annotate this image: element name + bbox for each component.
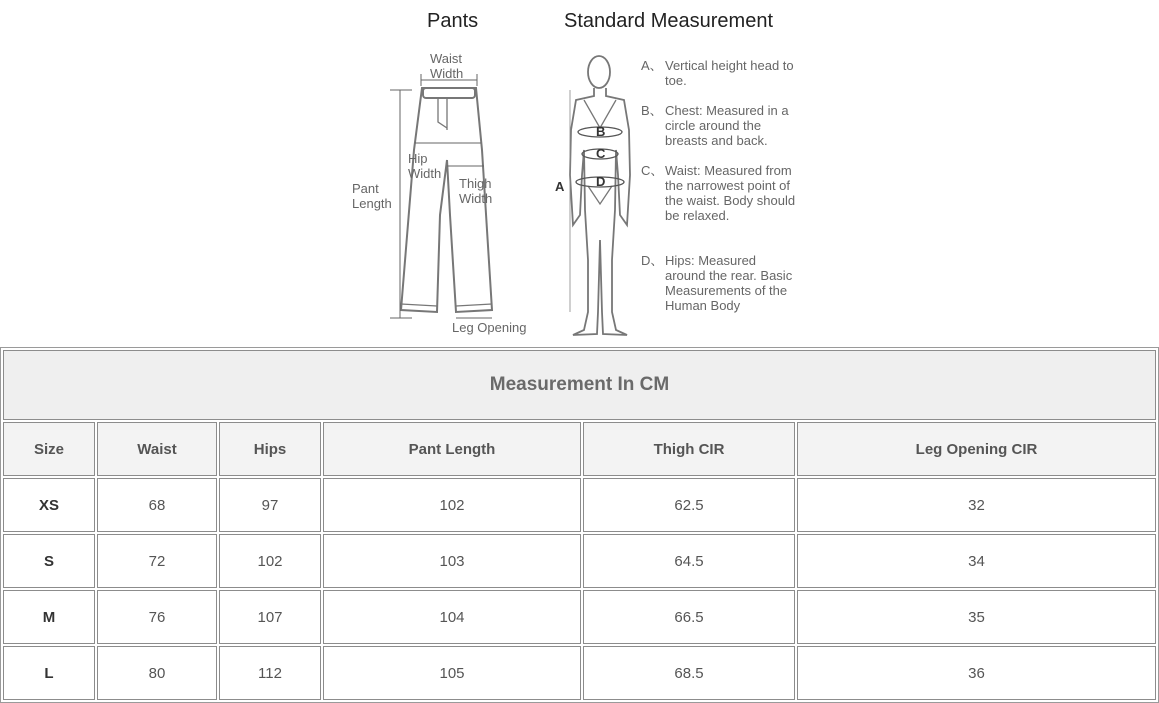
description-b <box>641 103 800 148</box>
body-letter-d: D <box>596 174 606 189</box>
header-pant-length: Pant Length <box>323 422 581 476</box>
header-size: Size <box>3 422 95 476</box>
cell-waist: 72 <box>97 534 217 588</box>
description-text: Vertical height head to toe. <box>665 58 794 88</box>
cell-size: M <box>3 590 95 644</box>
cell-size: S <box>3 534 95 588</box>
hip-width-label: Hip Width <box>408 151 442 181</box>
cell-size: L <box>3 646 95 700</box>
description-text: Hips: Measured around the rear. Basic Measurements of the Human Body <box>665 253 793 313</box>
cell-waist: 76 <box>97 590 217 644</box>
cell-hips: 97 <box>219 478 321 532</box>
cell-leg-opening-cir: 36 <box>797 646 1156 700</box>
description-text: Chest: Measured in a circle around the breasts and back. <box>665 103 789 148</box>
table-caption: Measurement In CM <box>3 350 1156 420</box>
cell-pant-length: 104 <box>323 590 581 644</box>
cell-size: XS <box>3 478 95 532</box>
body-letter-a: A <box>555 179 565 194</box>
cell-waist: 68 <box>97 478 217 532</box>
pants-title: Pants <box>427 10 479 32</box>
measurement-illustration <box>0 0 1159 346</box>
table-row <box>3 646 1156 700</box>
table-header-row <box>3 422 1156 476</box>
table-row <box>3 590 1156 644</box>
waist-width-label: Waist Width <box>430 51 464 81</box>
description-key: B、 <box>641 103 663 118</box>
cell-thigh-cir: 68.5 <box>583 646 795 700</box>
body-drawing <box>570 56 630 335</box>
illustration-area <box>0 0 1159 346</box>
cell-thigh-cir: 62.5 <box>583 478 795 532</box>
body-letter-c: C <box>596 146 606 161</box>
cell-pant-length: 105 <box>323 646 581 700</box>
thigh-width-label: Thigh Width <box>459 176 493 206</box>
cell-waist: 80 <box>97 646 217 700</box>
cell-hips: 107 <box>219 590 321 644</box>
size-chart-table <box>0 347 1159 703</box>
cell-pant-length: 102 <box>323 478 581 532</box>
header-hips: Hips <box>219 422 321 476</box>
cell-hips: 112 <box>219 646 321 700</box>
table-row <box>3 534 1156 588</box>
cell-leg-opening-cir: 34 <box>797 534 1156 588</box>
table-row <box>3 478 1156 532</box>
pant-length-label: Pant Length <box>352 181 392 211</box>
description-key: D、 <box>641 253 664 268</box>
cell-thigh-cir: 66.5 <box>583 590 795 644</box>
cell-hips: 102 <box>219 534 321 588</box>
header-leg-opening-cir: Leg Opening CIR <box>797 422 1156 476</box>
header-waist: Waist <box>97 422 217 476</box>
description-key: C、 <box>641 163 664 178</box>
cell-pant-length: 103 <box>323 534 581 588</box>
description-text: Waist: Measured from the narrowest point of the waist. Body should be relaxed. <box>665 163 796 223</box>
description-c <box>641 163 800 223</box>
leg-opening-label: Leg Opening <box>452 320 527 335</box>
description-a <box>641 58 800 88</box>
body-letter-b: B <box>596 124 606 139</box>
description-d <box>641 253 800 313</box>
standard-measurement-title: Standard Measurement <box>564 10 774 32</box>
cell-leg-opening-cir: 35 <box>797 590 1156 644</box>
header-thigh-cir: Thigh CIR <box>583 422 795 476</box>
description-key: A、 <box>641 58 663 73</box>
cell-thigh-cir: 64.5 <box>583 534 795 588</box>
cell-leg-opening-cir: 32 <box>797 478 1156 532</box>
